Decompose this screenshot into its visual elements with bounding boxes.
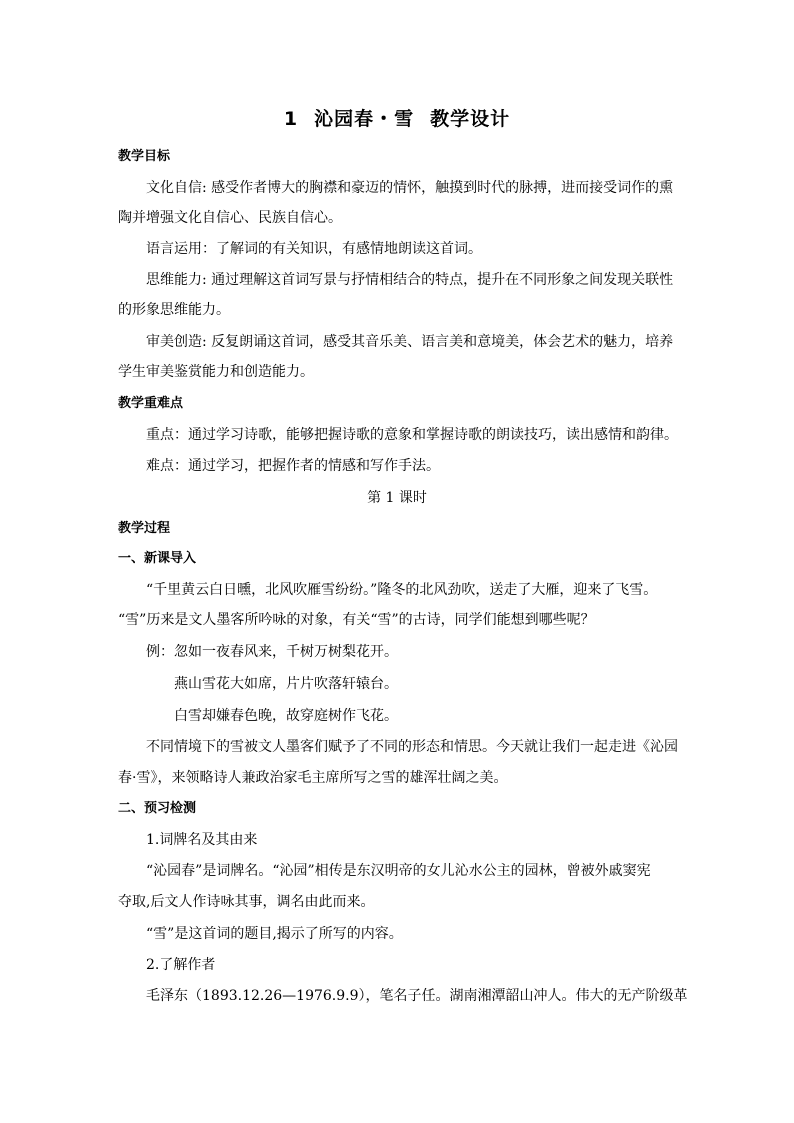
cipai-line3: “雪”是这首词的题目,揭示了所写的内容。 [146,926,403,942]
example-line2: 燕山雪花大如席，片片吹落轩辕台。 [174,676,398,692]
author-line1: 毛泽东（1893.12.26—1976.9.9），笔名子任。湖南湘潭韶山冲人。伟大的无产阶级革 [146,988,688,1004]
process-heading: 教学过程 [118,521,171,536]
intro-line2: “雪”历来是文人墨客所吟咏的对象，有关“雪”的古诗，同学们能想到哪些呢？ [118,612,595,628]
transition-line1: 不同情境下的雪被文人墨客们赋予了不同的形态和情思。今天就让我们一起走进《沁园 [146,739,678,755]
goal-thinking-line2: 的形象思维能力。 [118,302,230,318]
key-heading: 教学重难点 [118,396,184,411]
intro-line1: “千里黄云白日曛，北风吹雁雪纷纷。”隆冬的北风劲吹，送走了大雁，迎来了飞雪。 [146,582,658,598]
goal-culture-line2: 陶并增强文化自信心、民族自信心。 [118,210,342,226]
subheading-cipai: 1.词牌名及其由来 [146,832,258,848]
goals-heading: 教学目标 [118,149,171,164]
transition-line2: 春·雪》，来领略诗人兼政治家毛主席所写之雪的雄浑壮阔之美。 [118,770,508,786]
example-line3: 白雪却嫌春色晚，故穿庭树作飞花。 [174,708,398,724]
goal-aesthetic-line1: 审美创造: 反复朗诵这首词，感受其音乐美、语言美和意境美，体会艺术的魅力，培养 [146,334,674,350]
goal-aesthetic-line2: 学生审美鉴赏能力和创造能力。 [118,364,314,380]
title-sub: 教学设计 [430,108,511,130]
section1-heading: 一、新课导入 [118,551,197,566]
title-number: 1 [283,108,299,130]
goal-language: 语言运用：了解词的有关知识，有感情地朗读这首词。 [146,241,482,257]
example-line1: 例：忽如一夜春风来，千树万树梨花开。 [146,644,398,660]
title-main: 沁园春・雪 [314,108,415,130]
page-title [0,104,794,131]
key-point: 重点：通过学习诗歌，能够把握诗歌的意象和掌握诗歌的朗读技巧，读出感情和韵律。 [146,427,678,443]
goal-culture-line1: 文化自信: 感受作者博大的胸襟和豪迈的情怀，触摸到时代的脉搏，进而接受词作的熏 [146,180,674,196]
goal-thinking-line1: 思维能力: 通过理解这首词写景与抒情相结合的特点，提升在不同形象之间发现关联性 [146,272,674,288]
subheading-author: 2.了解作者 [146,957,216,973]
difficult-point: 难点：通过学习，把握作者的情感和写作手法。 [146,458,440,474]
section2-heading: 二、预习检测 [118,801,197,816]
cipai-line2: 夺取,后文人作诗咏其事，调名由此而来。 [118,894,375,910]
cipai-line1: “沁园春”是词牌名。“沁园”相传是东汉明帝的女儿沁水公主的园林，曾被外戚窦宪 [146,863,651,879]
lesson-label: 第 1 课时 [367,490,427,506]
